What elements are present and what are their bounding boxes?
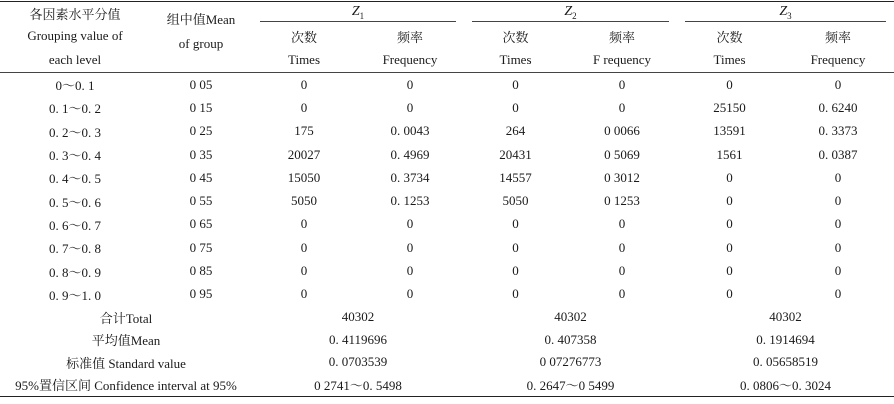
summary-z1-cell: 0 2741～0. 5498 [252,373,464,396]
z2t-cell: 0 [512,263,519,279]
summary-label-cell: 平均值Mean [91,333,161,349]
summary-z3-cell: 0. 0806～0. 3024 [677,373,894,396]
z1f-cell: 0. 0043 [390,123,430,139]
z2f-cell: 0 3012 [604,169,640,185]
z2t-cell: 20431 [499,146,532,162]
table-row [0,236,894,259]
z2f-cell: 0 [567,73,677,97]
z3f-cell: 0 [834,263,842,279]
z3f-cell: 0. 3373 [818,123,858,139]
summary-z2-cell: 40302 [554,309,587,325]
mid-value-cell: 0 45 [189,169,213,185]
mid-value-cell: 0 35 [189,146,213,162]
summary-z3-cell: 0. 05658519 [753,354,818,370]
table-row [0,120,894,143]
mid-value-cell: 0 25 [189,123,213,139]
z2f-cell: 0 [618,99,626,115]
grouping-header-zh: 各因素水平分值 [29,6,121,22]
z1t-cell: 20027 [287,146,321,162]
z1t-cell: 0 [300,263,308,279]
z2-freq-zh: 频率 [608,29,635,45]
z2t-cell: 0 [464,73,567,97]
z2f-cell: 0 0066 [604,123,640,139]
z1f-cell: 0 [406,99,414,115]
z2t-cell: 5050 [502,193,529,209]
mid-value-cell: 0 05 [150,73,252,97]
z2-header: $Z_2$ [464,2,677,24]
grouping-header-en-1: Grouping value of [27,28,123,43]
z2t-cell: 0 [512,286,519,302]
table-row [0,189,894,212]
mid-value-cell: 0 55 [189,193,213,209]
z2t-cell: 0 [512,216,519,232]
summary-label-cell: 合计Total [99,310,153,326]
summary-z1-cell: 0. 0703539 [328,354,388,370]
z2f-cell: 0 5069 [604,146,640,162]
summary-row [0,306,894,329]
z2-times-en: Times [499,52,532,67]
level-range-cell: 0. 6～0. 7 [48,217,101,233]
z2f-cell: 0 [618,286,626,302]
z3t-cell: 0 [726,286,733,302]
z1f-cell: 0. 4969 [390,146,430,162]
z1-times-en: Times [287,52,321,67]
z2t-cell: 0 [512,239,519,255]
summary-label-cell: 95%置信区间 Confidence interval at 95% [0,373,252,396]
z3-freq-zh: 频率 [824,29,851,45]
z2t-cell: 264 [505,123,526,139]
z1t-cell: 0 [300,286,308,302]
z1f-cell: 0. 3734 [390,169,430,185]
summary-z3-cell: 0. 1914694 [756,331,815,347]
z1t-cell: 0 [300,216,308,232]
z1t-cell: 0 [300,99,308,115]
z1-freq-en: Frequency [382,52,438,67]
summary-row [0,351,894,374]
table-row [0,259,894,282]
z3t-cell: 0 [726,169,733,185]
summary-row [0,328,894,351]
summary-z2-cell: 0. 2647～0 5499 [464,373,677,396]
z2f-cell: 0 1253 [604,193,640,209]
z3f-cell: 0 [834,216,842,232]
z1t-cell: 0 [300,239,308,255]
z3-freq-en: Frequency [810,52,866,67]
summary-z1-cell: 0. 4119696 [328,331,388,347]
z1-header: $Z_1$ [252,2,464,24]
z1-times-zh: 次数 [290,29,317,45]
mid-value-cell: 0 85 [189,263,213,279]
z2f-cell: 0 [618,216,626,232]
z3t-cell: 1561 [716,146,743,162]
summary-row [0,373,894,396]
summary-z2-cell: 0 07276773 [539,354,602,370]
table-row [0,73,894,97]
mid-value-cell: 0 95 [189,286,213,302]
z3-times-zh: 次数 [716,29,743,45]
z1f-cell: 0 [406,286,414,302]
z3f-cell: 0. 6240 [818,99,858,115]
z2f-cell: 0 [618,263,626,279]
z3f-cell: 0 [834,239,842,255]
z3t-cell: 0 [726,216,733,232]
mid-value-header-line2: of group [178,35,224,51]
grouping-header-en-2: each level [48,52,102,67]
level-range-cell: 0. 3～0. 4 [48,148,101,164]
level-range-cell: 0. 5～0. 6 [48,194,101,210]
z1f-cell: 0. 1253 [390,193,430,209]
frequency-table [0,1,894,397]
z2-times-zh: 次数 [502,29,529,45]
level-range-cell: 0～0. 1 [0,73,150,97]
table-row [0,143,894,166]
z1t-cell: 175 [294,123,314,139]
z2f-cell: 0 [618,239,626,255]
mid-value-header-line1: 组中值Mean [166,11,236,27]
table-row [0,283,894,306]
z3f-cell: 0 [834,169,842,185]
z3f-cell: 0 [782,73,894,97]
mid-value-cell: 0 65 [189,216,213,232]
z1f-cell: 0 [356,73,464,97]
mid-value-cell: 0 15 [189,99,213,115]
summary-z3-cell: 40302 [769,309,802,325]
z1t-cell: 5050 [291,193,317,209]
table-row [0,213,894,236]
z3-times-en: Times [713,52,746,67]
z3f-cell: 0. 0387 [818,146,858,162]
z3t-cell: 13591 [713,123,746,139]
level-range-cell: 0. 9～1. 0 [48,287,101,303]
mid-value-header [150,2,252,73]
z2t-cell: 0 [512,99,519,115]
z1f-cell: 0 [406,263,414,279]
z3t-cell: 25150 [713,99,746,115]
z3f-cell: 0 [834,193,842,209]
summary-label-cell: 标准值 Standard value [66,355,186,371]
level-range-cell: 0. 2～0. 3 [48,124,101,140]
z3t-cell: 0 [677,73,782,97]
level-range-cell: 0. 1～0. 2 [48,101,101,117]
z1f-cell: 0 [406,216,414,232]
level-range-cell: 0. 7～0. 8 [48,241,101,257]
level-range-cell: 0. 4～0. 5 [48,171,101,187]
z3f-cell: 0 [834,286,842,302]
z1-freq-zh: 频率 [396,29,423,45]
z1t-cell: 15050 [287,169,321,185]
z2t-cell: 14557 [499,169,532,185]
table-row [0,96,894,119]
z1t-cell: 0 [252,73,356,97]
z3t-cell: 0 [726,239,733,255]
z3-header: $Z_3$ [677,2,894,24]
z3t-cell: 0 [726,263,733,279]
z3t-cell: 0 [726,193,733,209]
summary-z2-cell: 0. 407358 [544,331,597,347]
summary-z1-cell: 40302 [341,309,375,325]
z1f-cell: 0 [406,239,414,255]
level-range-cell: 0. 8～0. 9 [48,264,101,280]
mid-value-cell: 0 75 [189,239,213,255]
z2-freq-en: F requency [592,52,652,67]
table-row [0,166,894,189]
